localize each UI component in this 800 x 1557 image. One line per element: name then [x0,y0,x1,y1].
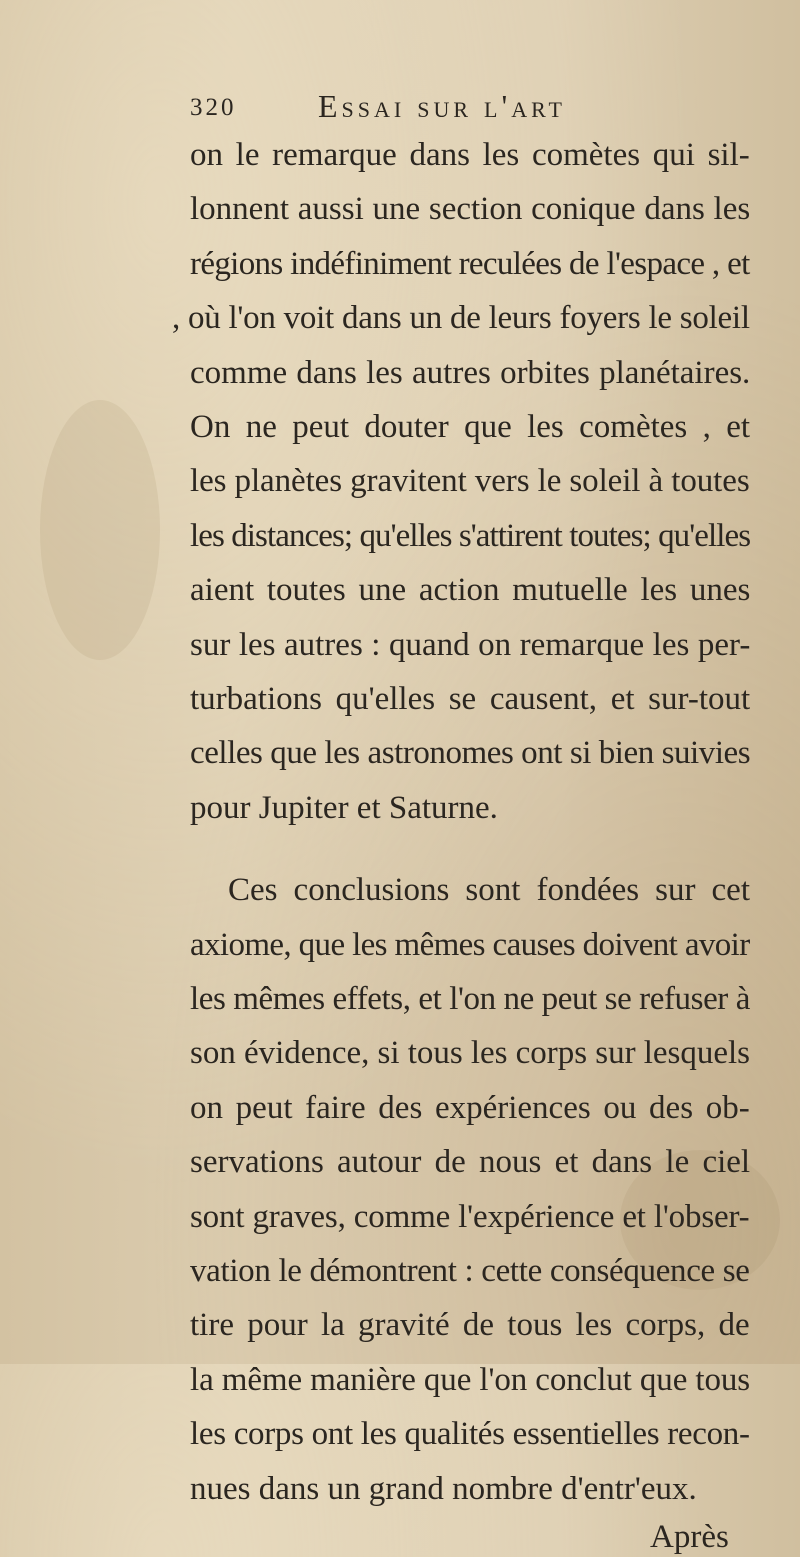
running-head: Essai sur l'art [318,88,566,124]
text-line: lonnent aussi une section conique dans les [190,191,751,227]
catchword: Après [650,1519,729,1555]
text-line: comme dans les autres orbites planétaires. [190,355,751,391]
text-line: nues dans un grand nombre d'entr'eux. [190,1471,697,1507]
text-line: , où l'on voit dans un de leurs foyers le soleil [172,300,750,336]
text-line: régions indéfiniment reculées de l'espace , et [190,246,750,282]
text-line: celles que les astronomes ont si bien suivies [190,735,751,771]
page-number: 320 [190,94,237,121]
text-line: on le remarque dans les comètes qui sil- [190,137,750,173]
text-line: la même manière que l'on conclut que tous [190,1362,751,1398]
text-line: Ces conclusions sont fondées sur cet [228,872,750,908]
text-line: turbations qu'elles se causent, et sur-tout [190,681,751,717]
text-line: On ne peut douter que les comètes , et [190,409,751,445]
text-line: tire pour la gravité de tous les corps, de [190,1307,750,1343]
text-line: les mêmes effets, et l'on ne peut se refuser à [190,981,750,1017]
text-line: les distances; qu'elles s'attirent toutes; qu'elles [190,518,751,554]
text-line: sur les autres : quand on remarque les per- [190,627,751,663]
text-line: servations autour de nous et dans le ciel [190,1144,751,1180]
text-line: son évidence, si tous les corps sur lesquels [190,1035,750,1071]
text-line: les corps ont les qualités essentielles recon- [190,1416,750,1452]
text-line: on peut faire des expériences ou des ob- [190,1090,750,1126]
text-line: sont graves, comme l'expérience et l'obser- [190,1199,750,1235]
text-line: pour Jupiter et Saturne. [190,790,498,826]
text-line: vation le démontrent : cette conséquence se [190,1253,750,1289]
text-line: axiome, que les mêmes causes doivent avoir [190,927,750,963]
text-line: aient toutes une action mutuelle les unes [190,572,751,608]
paper-stain [40,400,160,660]
text-line: les planètes gravitent vers le soleil à toutes [190,463,750,499]
page-header [190,88,750,128]
